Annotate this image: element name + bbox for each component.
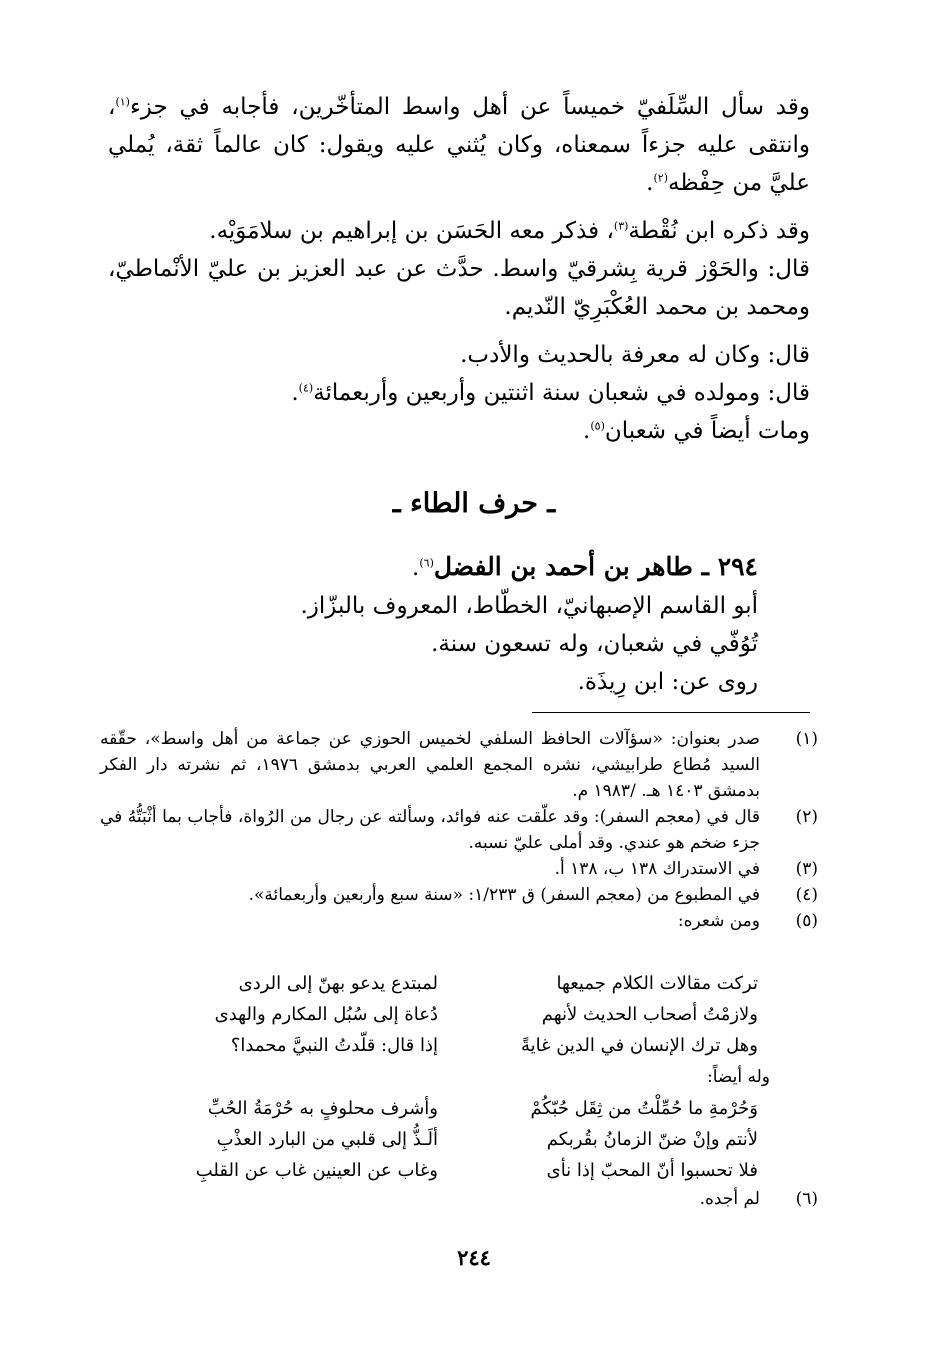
text: . xyxy=(291,380,299,406)
footnote-ref: (٦) xyxy=(419,556,434,570)
footnote-number: (٣) xyxy=(795,859,818,879)
poem2-second-hemistichs xyxy=(138,1093,438,1186)
text: ومات أيضاً في شعبان xyxy=(604,418,810,444)
line-6 xyxy=(108,412,810,450)
footnotes xyxy=(100,726,818,934)
text: ، فذكر معه الحَسَن بن إبراهيم بن سلامَوَيْه. xyxy=(209,218,614,244)
verse-part: وَحُرْمةِ ما حُمِّلْتُ من ثِقَل حُبّكُمْ xyxy=(530,1098,758,1119)
verse-part: ألَـذُّ إلى قلبي من البارد العذْبِ xyxy=(216,1129,438,1150)
text: وقد ذكره ابن نُقْطة xyxy=(628,218,810,244)
line-4: قال: وكان له معرفة بالحديث والأدب. xyxy=(460,342,810,368)
footnote-ref: (٣) xyxy=(613,219,629,233)
entry-line: روى عن: ابن رِيذَة. xyxy=(577,669,758,695)
entry-line: تُوُفّي في شعبان، وله تسعون سنة. xyxy=(431,631,758,657)
footnote-text: في المطبوع من (معجم السفر) ق ١/٢٣٣: «سنة سبع وأربعين وأربعمائة». xyxy=(248,885,760,905)
footnote-5 xyxy=(100,908,818,934)
footnote-1 xyxy=(100,726,818,804)
footnote-6 xyxy=(100,1186,818,1212)
verse-part: لمبتدع يدعو بهنّ إلى الردى xyxy=(238,973,438,994)
verse-part: وغاب عن العينين غاب عن القلبِ xyxy=(195,1160,438,1181)
footnote-2 xyxy=(100,804,818,856)
verse-part: ولازمْتُ أصحاب الحديث لأنهم xyxy=(541,1004,758,1025)
footnote-text: ومن شعره: xyxy=(677,911,760,931)
footnote-number: (٢) xyxy=(795,807,818,827)
text: قال: ومولده في شعبان سنة اثنتين وأربعين وأربعمائة xyxy=(313,380,810,406)
text: . xyxy=(412,555,420,581)
entry-line: أبو القاسم الإصبهانيّ، الخطّاط، المعروف بالبزّاز. xyxy=(300,593,758,619)
footnote-text: صدر بعنوان: «سؤآلات الحافظ السلفي لخميس الحوزي عن جماعة من أهل واسط»، حقّقه السيد مُطاع طرابيشي، نشره المجمع العلمي العربي بدمشق ١٩٧٦، ثم نشرته دار الفكر بدمشق ١٤٠٣ هـ. /١٩٨٣ م. xyxy=(100,729,760,801)
verse-part: دُعاة إلى سُبُل المكارم والهدى xyxy=(214,1004,438,1025)
footnote-3 xyxy=(100,856,818,882)
verse-part: وهل ترك الإنسان في الدين غايةً xyxy=(520,1035,758,1056)
paragraph-2 xyxy=(108,212,810,250)
paragraph-3: قال: والحَوْز قرية بِشرقيّ واسط. حدَّث عن عبد العزيز بن عليّ الأنْماطيّ، ومحمد بن محمد العُكْبَرِيّ النّديم. xyxy=(108,256,810,320)
footnote-number: (١) xyxy=(795,729,818,749)
verse-part: لأنتم وإنْ ضنّ الزمانُ بقُربكم xyxy=(546,1129,758,1150)
footnote-4 xyxy=(100,882,818,908)
page-number: ٢٤٤ xyxy=(457,1245,491,1270)
verse-part: إذا قال: قلّدتُ النبيَّ محمدا؟ xyxy=(230,1035,438,1056)
footnote-number: (٥) xyxy=(795,911,818,931)
footnote-text: قال في (معجم السفر): وقد علّقت عنه فوائد، وسألته عن رجال من الرُواة، فأجاب بما أثْبَتُّهُ في جزء ضخم هو عندي. وقد أملى عليّ نسبه. xyxy=(100,807,760,853)
text: . xyxy=(583,418,591,444)
biography-entry xyxy=(200,548,758,701)
verse-part: تركت مقالات الكلام جميعها xyxy=(556,973,758,994)
footnote-separator xyxy=(532,712,810,713)
entry-title xyxy=(200,548,758,587)
footnote-ref: (٥) xyxy=(590,419,605,433)
text: . xyxy=(646,170,654,196)
text: ، وانتقى عليه جزءاً سمعناه، وكان يُثني عليه ويقول: كان عالماً ثقة، يُملي عليَّ من حِفْظه xyxy=(108,94,810,196)
poem-first-hemistichs xyxy=(478,968,758,1061)
verse-part: فلا تحسبوا أنّ المحبّ إذا نأى xyxy=(546,1160,758,1181)
line-5 xyxy=(108,374,810,412)
entry-title-text: ٢٩٤ ـ طاهر بن أحمد بن الفضل xyxy=(433,552,758,581)
paragraph-1 xyxy=(108,88,810,202)
section-heading: ـ حرف الطاء ـ xyxy=(392,488,556,519)
poem2-first-hemistichs xyxy=(478,1093,758,1186)
footnote-text: لم أجده. xyxy=(699,1189,760,1209)
poem-second-hemistichs xyxy=(138,968,438,1061)
main-text xyxy=(108,88,810,450)
verse-part: وأشرف محلوفٍ به حُرْمَةُ الحُبِّ xyxy=(207,1098,438,1119)
footnote-6-block xyxy=(100,1186,818,1212)
poem-label: وله أيضاً: xyxy=(706,1067,770,1087)
footnote-number: (٤) xyxy=(795,885,818,905)
footnote-number: (٦) xyxy=(795,1189,818,1209)
footnote-ref: (٤) xyxy=(298,381,314,395)
footnote-ref: (١) xyxy=(115,95,130,109)
footnote-ref: (٢) xyxy=(653,171,668,185)
footnote-text: في الاستدراك ١٣٨ ب، ١٣٨ أ. xyxy=(554,859,760,879)
text: وقد سأل السِّلَفيّ خميساً عن أهل واسط المتأخّرين، فأجابه في جزء xyxy=(129,94,810,120)
